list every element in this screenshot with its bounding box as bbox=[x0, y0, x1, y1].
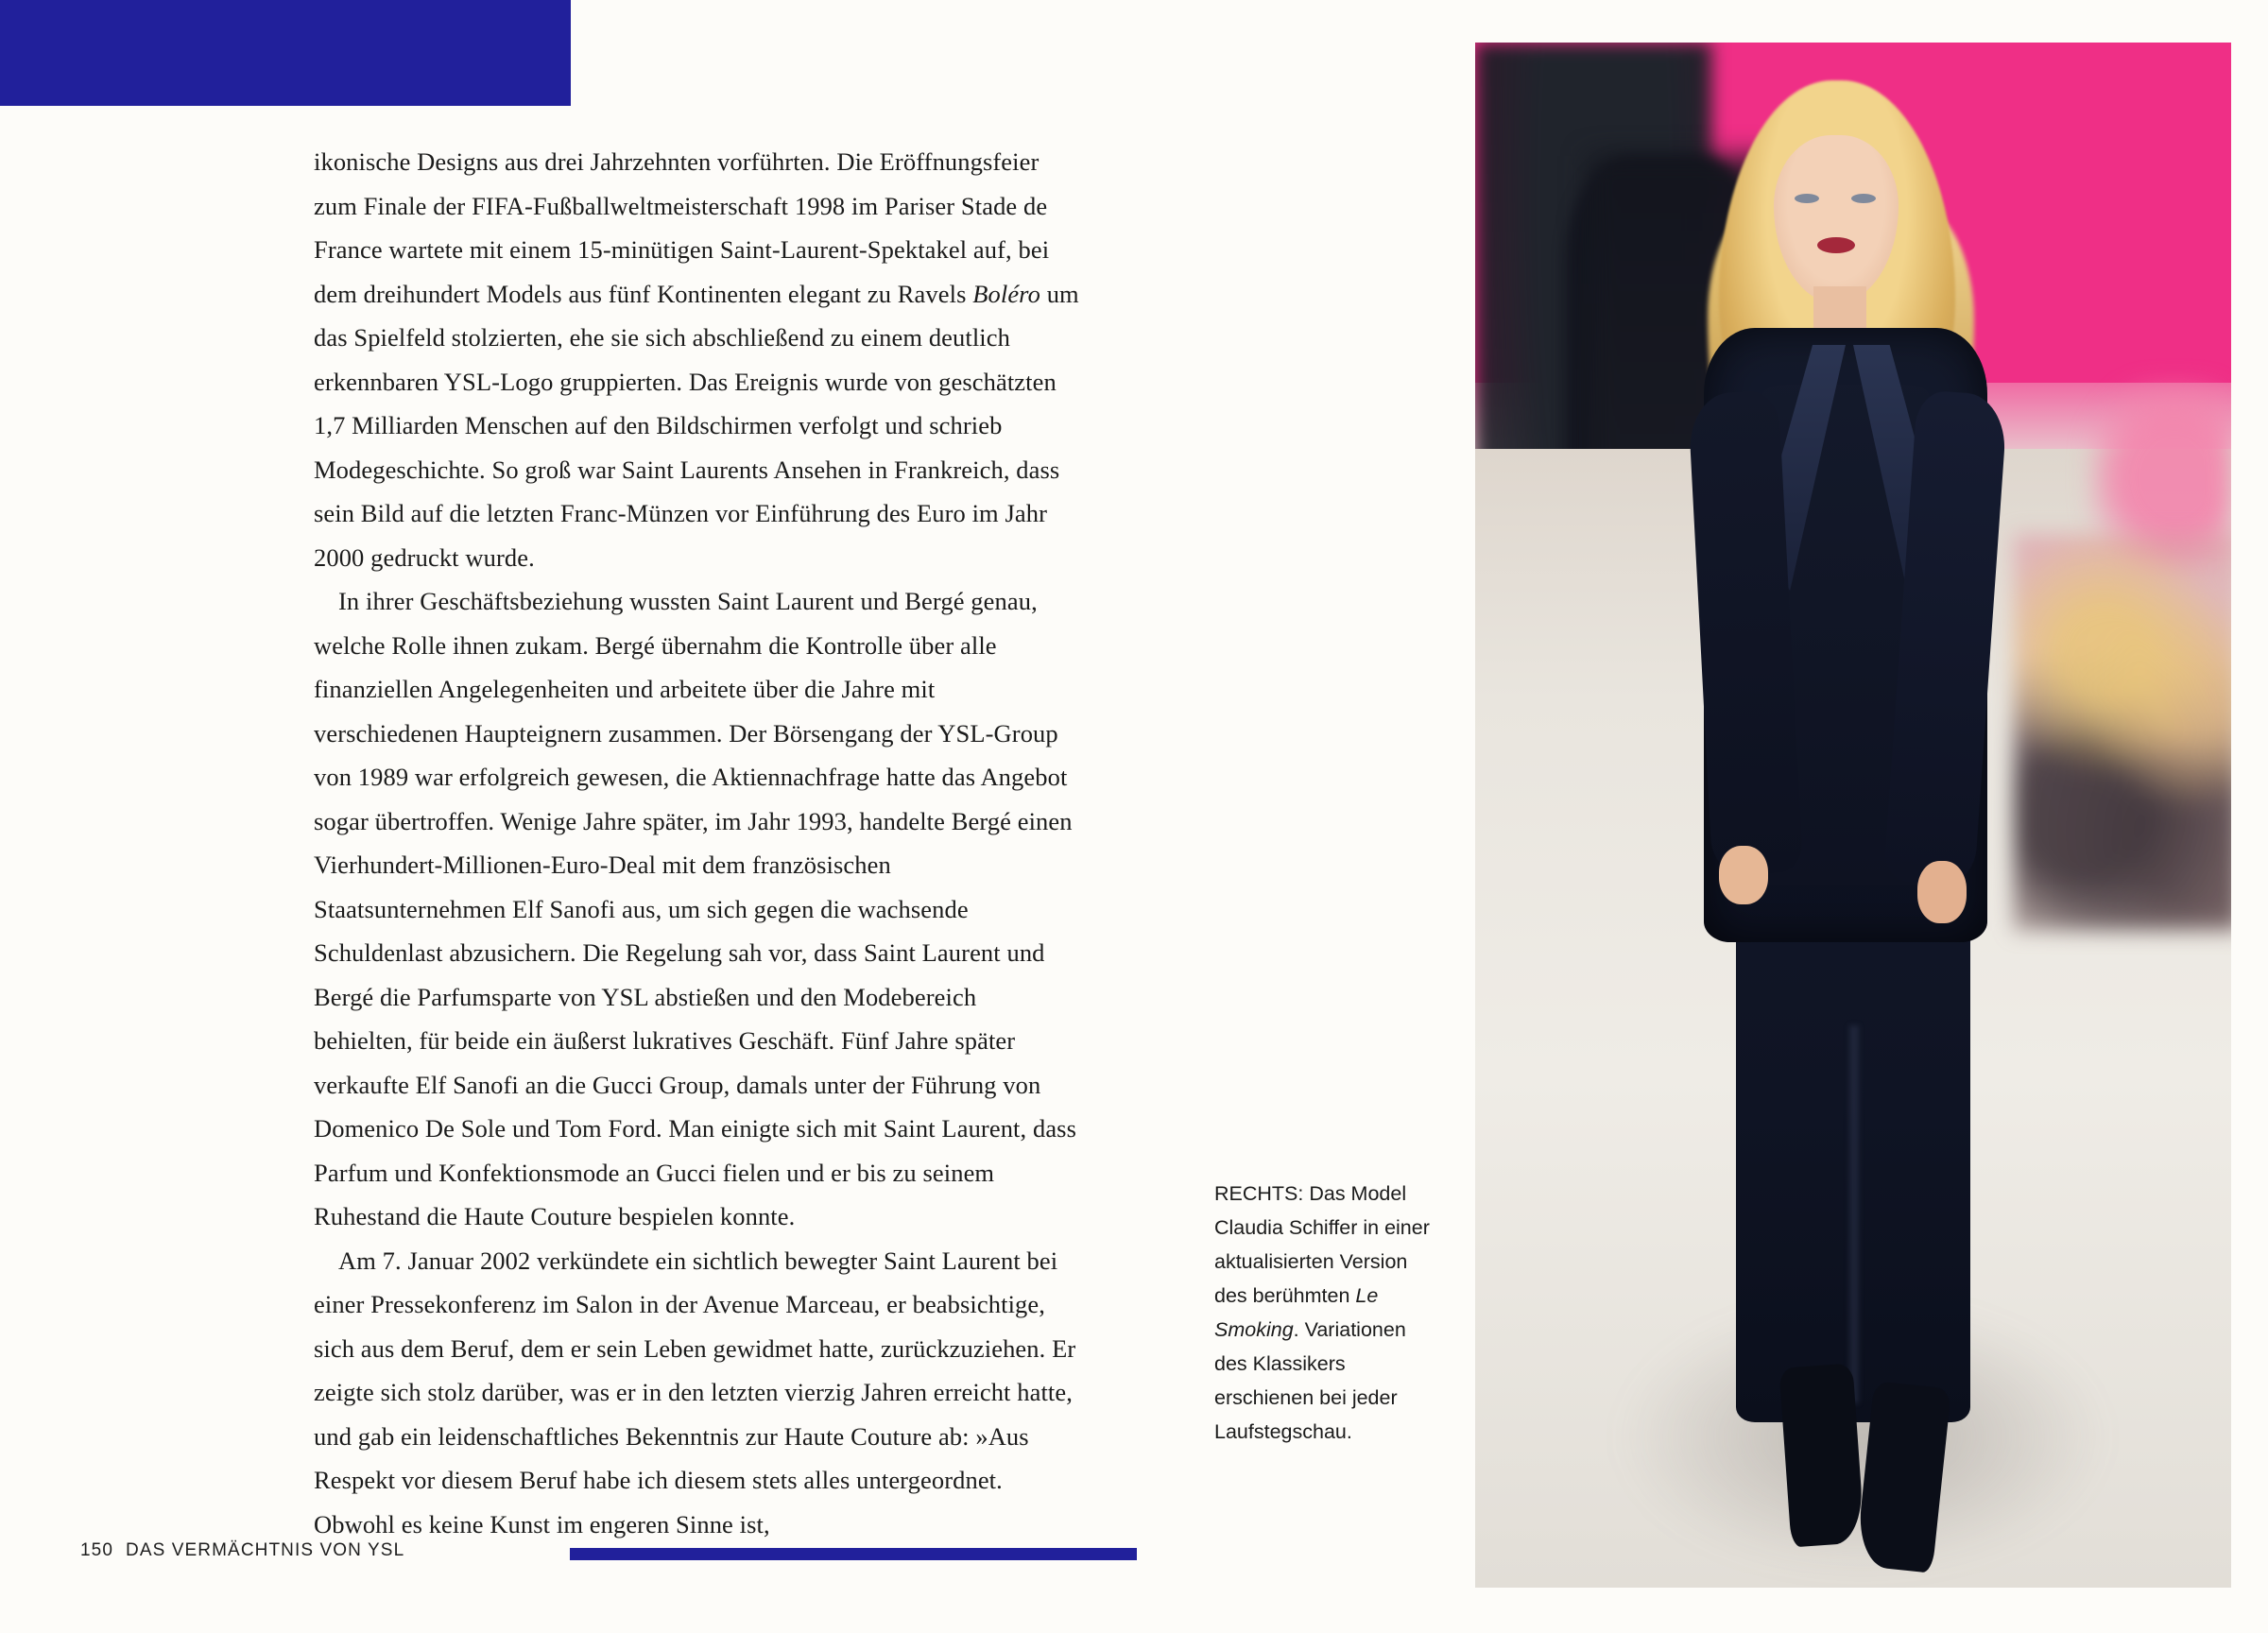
paragraph-continuation bbox=[314, 140, 1081, 579]
paragraph-1-part-1: ikonische Designs aus drei Jahrzehnten vorführten. Die Eröffnungsfeier zum Finale der FIFA-Fußballweltmeisterschaft 1998 im Pariser Stade de France wartete mit einem 15-minütigen Saint-Laurent-Spektakel auf, bei dem dreihundert Models aus fünf Kontinenten elegant zu Ravels bbox=[314, 147, 1050, 308]
caption-rest: . Variationen des Klassikers erschienen bei jeder Laufstegschau. bbox=[1214, 1318, 1406, 1443]
page-footer bbox=[80, 1540, 1063, 1569]
caption-lead: RECHTS: Das Model Claudia Schiffer in einer aktualisierten Version des berühmten bbox=[1214, 1182, 1430, 1307]
page-number: 150 bbox=[80, 1540, 114, 1560]
eye-left bbox=[1795, 194, 1819, 203]
body-text-column bbox=[314, 140, 1081, 1546]
trouser-leg-separation bbox=[1849, 1025, 1859, 1403]
running-head: DAS VERMÄCHTNIS VON YSL bbox=[126, 1540, 405, 1560]
photo-backdrop bbox=[1475, 43, 2231, 1588]
caption-italic-title: Le Smoking bbox=[1214, 1284, 1379, 1341]
footer-rule bbox=[570, 1548, 1137, 1560]
paragraph-2: In ihrer Geschäftsbeziehung wussten Saint Laurent und Bergé genau, welche Rolle ihnen zukam. Bergé übernahm die Kontrolle über alle finanziellen Angelegenheiten und arbeitete über die Jahre mit verschiedenen Haupteignern zusammen. Der Börsengang der YSL-Group von 1989 war erfolgreich gewesen, die Aktiennachfrage hatte das Angebot sogar übertroffen. Wenige Jahre später, im Jahr 1993, handelte Bergé einen Vierhundert-Millionen-Euro-Deal mit dem französischen Staatsunternehmen Elf Sanofi aus, um sich gegen die wachsende Schuldenlast abzusichern. Die Regelung sah vor, dass Saint Laurent und Bergé die Parfumsparte von YSL abstießen und den Modebereich behielten, für beide ein äußerst lukratives Geschäft. Fünf Jahre später verkaufte Elf Sanofi an die Gucci Group, damals unter der Führung von Domenico De Sole und Tom Ford. Man einigte sich mit Saint Laurent, dass Parfum und Konfektionsmode an Gucci fielen und er bis zu seinem Ruhestand die Haute Couture bespielen konnte. bbox=[314, 587, 1077, 1230]
hand-left bbox=[1719, 846, 1768, 904]
runway-photograph bbox=[1475, 43, 2231, 1588]
boot-left bbox=[1778, 1364, 1864, 1548]
paragraph-1-part-2: um das Spielfeld stolzierten, ehe sie sich abschließend zu einem deutlich erkennbaren YSL-Logo gruppierten. Das Ereignis wurde von geschätzten 1,7 Milliarden Menschen auf den Bildschirmen verfolgt und schrieb Modegeschichte. So groß war Saint Laurents Ansehen in Frankreich, dass sein Bild auf die letzten Franc-Münzen vor Einführung des Euro im Jahr 2000 gedruckt wurde. bbox=[314, 279, 1079, 572]
paragraph-3: Am 7. Januar 2002 verkündete ein sichtlich bewegter Saint Laurent bei einer Pressekonferenz im Salon in der Avenue Marceau, er beabsichtige, sich aus dem Beruf, dem er sein Leben gewidmet hatte, zurückzuziehen. Er zeigte sich stolz darüber, was er in den letzten vierzig Jahren erreicht hatte, und gab ein leidenschaftliches Bekenntnis zur Haute Couture ab: »Aus Respekt vor diesem Beruf habe ich diesem stets alles untergeordnet. Obwohl es keine Kunst im engeren Sinne ist, bbox=[314, 1246, 1076, 1538]
figure-caption bbox=[1214, 1177, 1434, 1449]
paragraph-1-italic-title: Boléro bbox=[972, 279, 1040, 308]
lips bbox=[1817, 237, 1855, 253]
corner-accent-block bbox=[0, 0, 571, 106]
eye-right bbox=[1851, 194, 1876, 203]
model-figure bbox=[1617, 61, 2061, 1564]
hand-right bbox=[1917, 861, 1967, 923]
folio bbox=[80, 1540, 404, 1561]
